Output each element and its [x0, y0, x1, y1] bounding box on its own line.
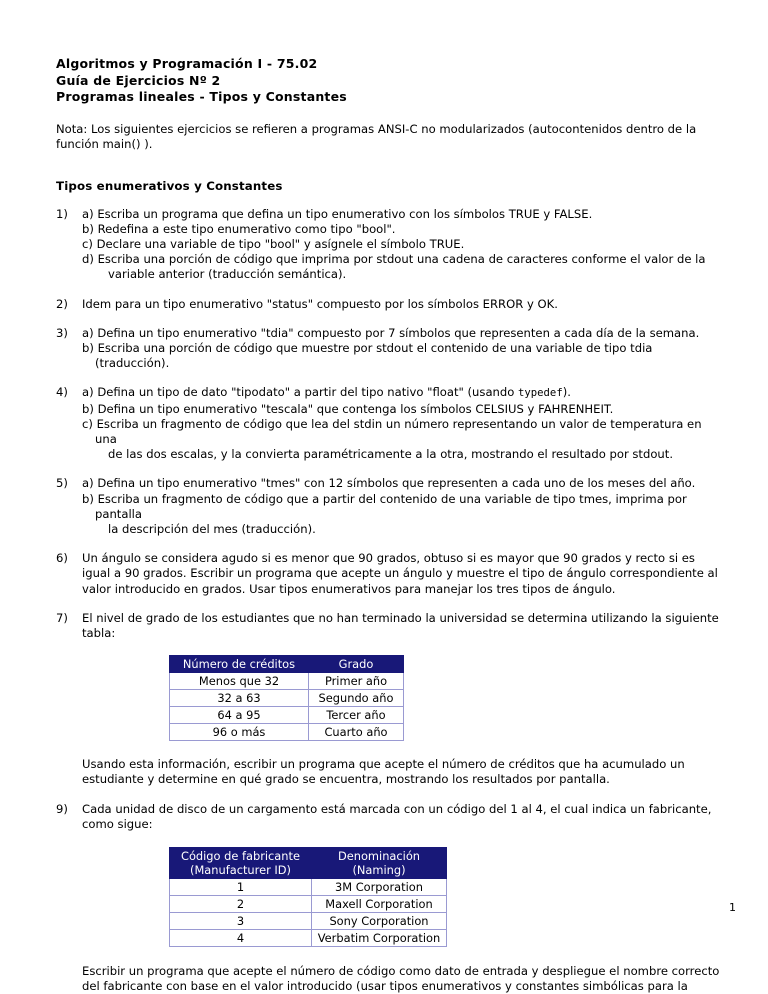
exercise-number: 6) [56, 551, 68, 566]
table-row [170, 912, 447, 929]
table-cell: Primer año [309, 673, 404, 690]
exercise-number: 4) [56, 385, 68, 400]
exercise-part: Un ángulo se considera agudo si es menor que 90 grados, obtuso si es mayor que 90 grados y recto si es igual a 90 grados. Escribir un programa que acepte un ángulo y muestre el tipo de ángulo correspondiente al valor introducido en grados. Usar tipos enumerativos para manejar los tres tipos de ángulo. [82, 551, 718, 596]
after-credits-table-paragraph: Usando esta información, escribir un programa que acepte el número de créditos que ha acumulado un estudiante y determine en qué grado se encuentra, mostrando los resultados por pantalla. [82, 757, 685, 787]
table-row [170, 878, 447, 895]
table-cell: Menos que 32 [170, 673, 309, 690]
table-cell: Tercer año [309, 707, 404, 724]
exercise-item [56, 326, 724, 372]
exercise-number: 5) [56, 476, 68, 491]
table-header-line: Denominación [337, 848, 421, 863]
exercise-item [56, 476, 724, 537]
table-cell: Verbatim Corporation [312, 929, 447, 946]
exercise-part: El nivel de grado de los estudiantes que no han terminado la universidad se determina utilizando la siguiente tabla: [82, 610, 719, 640]
page-number: 1 [729, 901, 736, 914]
exercise-item [56, 802, 724, 832]
table-cell: 1 [170, 878, 312, 895]
table-header-subline: (Naming) [352, 862, 406, 877]
table-row [170, 673, 404, 690]
table-header-cell: Número de créditos [170, 656, 309, 673]
exercise-part: Idem para un tipo enumerativo "status" compuesto por los símbolos ERROR y OK. [82, 296, 558, 311]
table-cell: Maxell Corporation [312, 895, 447, 912]
exercise-body [82, 207, 724, 283]
exercise-part: b) Defina un tipo enumerativo "tescala" que contenga los símbolos CELSIUS y FAHRENHEIT. [82, 401, 614, 416]
table-row [170, 690, 404, 707]
table-cell: 3M Corporation [312, 878, 447, 895]
table-cell: 64 a 95 [170, 707, 309, 724]
exercise-part: b) Redefina a este tipo enumerativo como tipo "bool". [82, 221, 396, 236]
table-row [170, 707, 404, 724]
table-header-subline: (Manufacturer ID) [190, 862, 291, 877]
section-heading: Tipos enumerativos y Constantes [56, 178, 283, 193]
nota-paragraph: Nota: Los siguientes ejercicios se refieren a programas ANSI-C no modularizados (autocontenidos dentro de la función main() ). [56, 121, 697, 151]
table-cell: 4 [170, 929, 312, 946]
closing-paragraph: Escribir un programa que acepte el número de código como dato de entrada y despliegue el nombre correcto del fabricante con base en el valor introducido (usar tipos enumerativos y constantes simbólicas para la [82, 963, 720, 994]
credits-grade-table [169, 655, 404, 741]
exercise-part: b) Escriba una porción de código que muestre por stdout el contenido de una variable de tipo tdia (traducción). [82, 340, 653, 371]
exercise-part: Cada unidad de disco de un cargamento está marcada con un código del 1 al 4, el cual indica un fabricante, como sigue: [82, 801, 712, 831]
exercise-body [82, 802, 724, 832]
exercise-number: 7) [56, 610, 68, 625]
exercise-item [56, 611, 724, 641]
document-content [56, 56, 724, 994]
exercise-part-text: a) Defina un tipo de dato "tipodato" a partir del tipo nativo "float" (usando [82, 385, 519, 400]
title-line-course: Algoritmos y Programación I - 75.02 [56, 56, 318, 71]
exercise-number: 1) [56, 206, 68, 221]
exercise-number: 9) [56, 801, 68, 816]
table-header-cell: Grado [309, 656, 404, 673]
exercise-item [56, 385, 724, 462]
exercise-body [82, 297, 724, 312]
exercise-part-suffix: ). [562, 385, 571, 400]
exercise-part [82, 385, 724, 401]
manufacturer-code-table [169, 847, 447, 947]
exercise-item [56, 297, 724, 312]
exercise-continuation: de las dos escalas, y la convierta paramétricamente a la otra, mostrando el resultado por stdout. [108, 447, 674, 462]
table-cell: 32 a 63 [170, 690, 309, 707]
exercise-number: 2) [56, 296, 68, 311]
exercise-continuation: variable anterior (traducción semántica). [108, 267, 347, 282]
exercise-item [56, 551, 724, 597]
table-row [170, 895, 447, 912]
title-line-guide: Guía de Ejercicios Nº 2 [56, 72, 221, 88]
table-cell: Segundo año [309, 690, 404, 707]
exercise-number: 3) [56, 325, 68, 340]
table-cell: 3 [170, 912, 312, 929]
table-row [170, 724, 404, 741]
exercise-body [82, 385, 724, 462]
exercise-body [82, 326, 724, 372]
exercise-part: c) Declare una variable de tipo "bool" y asígnele el símbolo TRUE. [82, 236, 465, 251]
table-cell: Sony Corporation [312, 912, 447, 929]
exercise-continuation: la descripción del mes (traducción). [108, 521, 316, 536]
code-keyword-typedef: typedef [518, 387, 563, 400]
table-row [170, 929, 447, 946]
exercise-part: d) Escriba una porción de código que imprima por stdout una cadena de caracteres conforme el valor de la [82, 252, 706, 267]
table-header-cell [170, 847, 312, 878]
exercise-item [56, 207, 724, 283]
document-title-block [56, 56, 724, 106]
table-cell: 96 o más [170, 724, 309, 741]
table-header-line: Código de fabricante [180, 848, 300, 863]
exercise-part: c) Escriba un fragmento de código que lea del stdin un número representando un valor de temperatura en una [82, 416, 702, 446]
table-cell: 2 [170, 895, 312, 912]
table-cell: Cuarto año [309, 724, 404, 741]
exercise-body [82, 476, 724, 537]
table-header-row [170, 656, 404, 673]
table-header-cell [312, 847, 447, 878]
exercise-part: a) Defina un tipo enumerativo "tmes" con 12 símbolos que representen a cada uno de los meses del año. [82, 476, 696, 491]
exercise-body [82, 551, 724, 597]
exercise-part: a) Defina un tipo enumerativo "tdia" compuesto por 7 símbolos que representen a cada día de la semana. [82, 325, 700, 340]
title-line-topic: Programas lineales - Tipos y Constantes [56, 89, 347, 104]
exercise-body [82, 611, 724, 641]
table-header-row [170, 847, 447, 878]
exercise-part: b) Escriba un fragmento de código que a partir del contenido de una variable de tipo tmes, imprima por pantalla [82, 491, 687, 521]
exercise-part: a) Escriba un programa que defina un tipo enumerativo con los símbolos TRUE y FALSE. [82, 206, 593, 221]
